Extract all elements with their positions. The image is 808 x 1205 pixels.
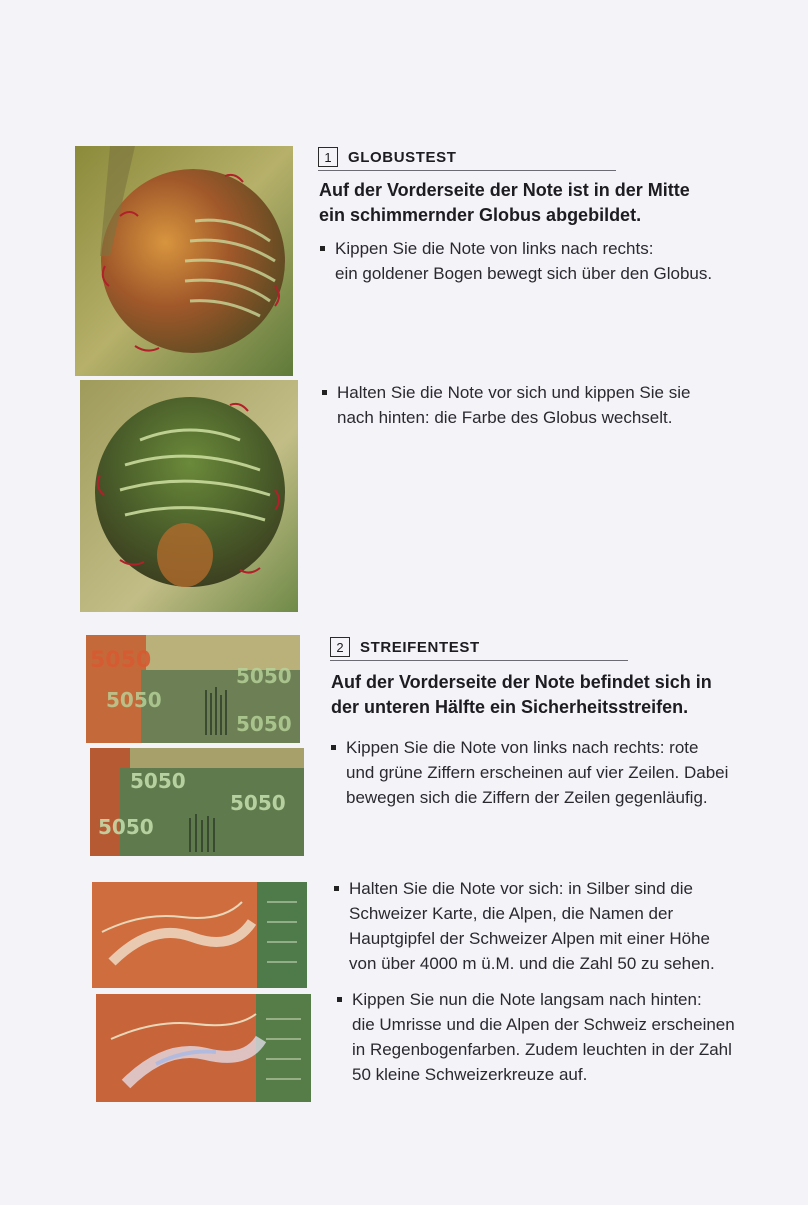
section-1-lead: [319, 178, 789, 228]
bullet-line: 50 kleine Schweizerkreuze auf.: [352, 1065, 588, 1084]
bullet-line: Halten Sie die Note vor sich und kippen Sie sie: [337, 383, 691, 402]
svg-text:5050: 5050: [236, 664, 292, 688]
section-2-lead: [331, 670, 801, 720]
svg-text:5050: 5050: [106, 688, 162, 712]
bullet-line: und grüne Ziffern erscheinen auf vier Zeilen. Dabei: [346, 763, 729, 782]
svg-text:5050: 5050: [98, 815, 154, 839]
section-1-bullet-color: [322, 380, 797, 430]
swiss-map-photo-silver: [92, 882, 307, 988]
bullet-line: Schweizer Karte, die Alpen, die Namen der: [349, 904, 674, 923]
bullet-line: Kippen Sie die Note von links nach rechts:: [335, 239, 654, 258]
bullet-line: bewegen sich die Ziffern der Zeilen gegenläufig.: [346, 788, 708, 807]
section-2-number: 2: [330, 637, 350, 657]
section-2-lead-line: der unteren Hälfte ein Sicherheitsstreifen.: [331, 697, 689, 717]
section-2-header: [330, 637, 628, 661]
svg-text:5050: 5050: [230, 791, 286, 815]
bullet-line: Kippen Sie nun die Note langsam nach hinten:: [352, 990, 702, 1009]
section-2-bullet-silver: [334, 876, 808, 976]
globe-photo-color-shift: [80, 380, 298, 612]
bullet-line: Halten Sie die Note vor sich: in Silber sind die: [349, 879, 693, 898]
bullet-line: Kippen Sie die Note von links nach rechts: rote: [346, 738, 699, 757]
bullet-line: nach hinten: die Farbe des Globus wechselt.: [337, 408, 673, 427]
section-2-lead-line: Auf der Vorderseite der Note befindet sich in: [331, 672, 712, 692]
section-1-number: 1: [318, 147, 338, 167]
security-strip-photo-green-digits: [90, 748, 304, 856]
globe-photo-gold-arc: [75, 146, 293, 376]
section-2-bullet-rainbow: [337, 987, 808, 1087]
bullet-line: ein goldener Bogen bewegt sich über den Globus.: [335, 264, 713, 283]
section-2-title: STREIFENTEST: [360, 638, 480, 656]
section-1-title: GLOBUSTEST: [348, 148, 457, 166]
section-1-lead-line: ein schimmernder Globus abgebildet.: [319, 205, 642, 225]
section-1-header: [318, 147, 616, 171]
bullet-line: die Umrisse und die Alpen der Schweiz erscheinen: [352, 1015, 735, 1034]
section-1-bullet-tilt: [320, 236, 795, 286]
section-2-bullet-tilt: [331, 735, 808, 810]
bullet-line: in Regenbogenfarben. Zudem leuchten in der Zahl: [352, 1040, 732, 1059]
swiss-map-photo-rainbow: [96, 994, 311, 1102]
svg-text:5050: 5050: [236, 712, 292, 736]
security-strip-photo-red-digits: [86, 635, 300, 743]
svg-text:5050: 5050: [90, 648, 152, 673]
bullet-line: Hauptgipfel der Schweizer Alpen mit einer Höhe: [349, 929, 710, 948]
svg-text:5050: 5050: [130, 769, 186, 793]
bullet-line: von über 4000 m ü.M. und die Zahl 50 zu sehen.: [349, 954, 715, 973]
section-1-lead-line: Auf der Vorderseite der Note ist in der Mitte: [319, 180, 690, 200]
